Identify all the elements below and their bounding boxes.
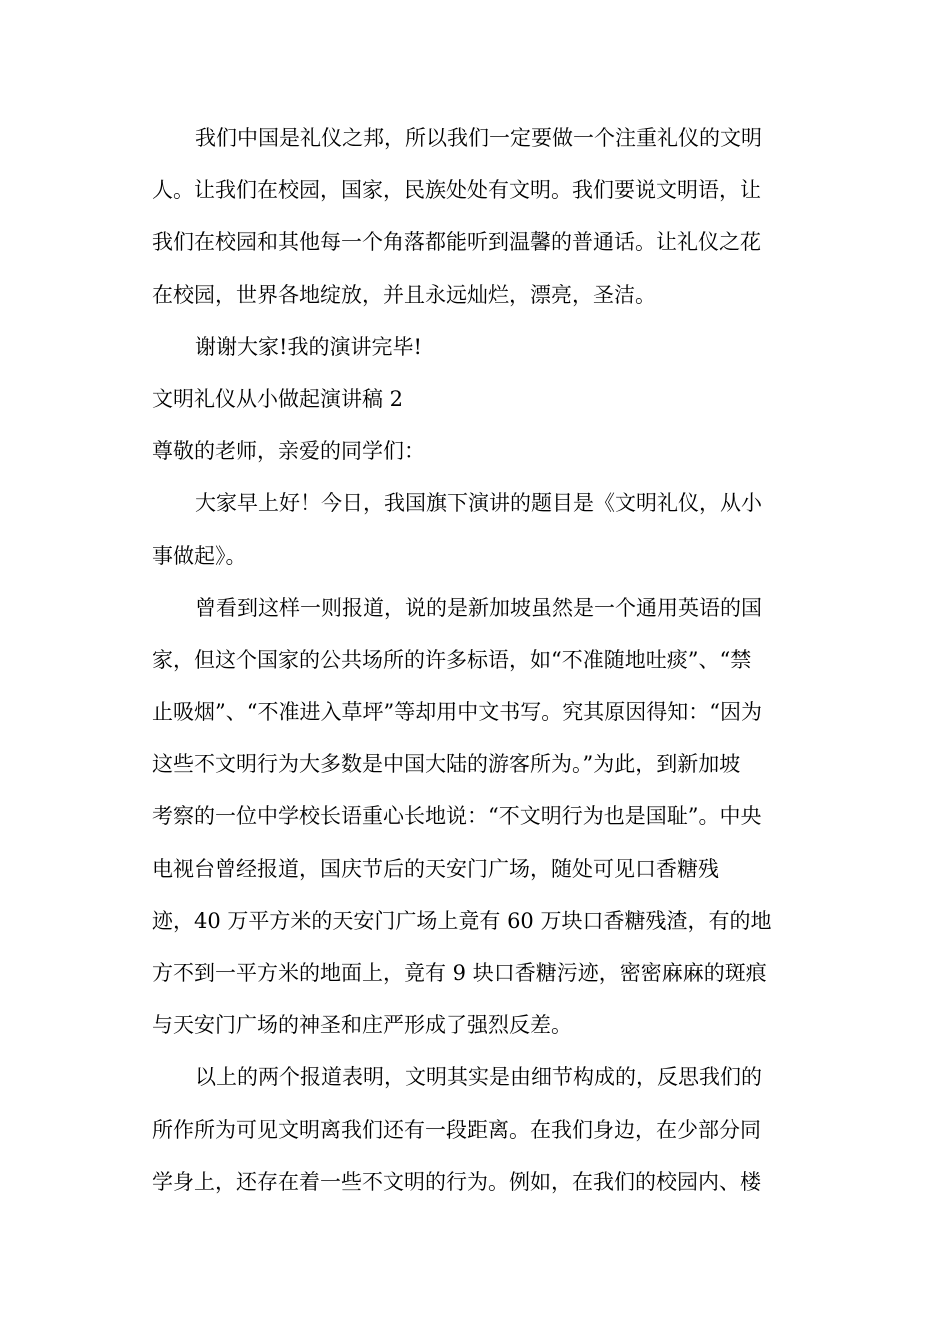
text-line: 在校园，世界各地绽放，并且永远灿烂，漂亮，圣洁。 [152, 282, 656, 307]
text-line: 止吸烟”、“不准进入草坪”等却用中文书写。究其原因得知：“因为 [152, 700, 762, 725]
text-line: 谢谢大家!我的演讲完毕! [195, 334, 422, 359]
document-body [152, 112, 800, 1208]
text-line: 考察的一位中学校长语重心长地说：“不文明行为也是国耻”。中央 [152, 804, 762, 829]
text-line: 大家早上好！今日，我国旗下演讲的题目是《文明礼仪，从小 [195, 491, 762, 516]
text-line: 以上的两个报道表明，文明其实是由细节构成的，反思我们的 [195, 1065, 762, 1090]
text-line: 家，但这个国家的公共场所的许多标语，如“不准随地吐痰”、“禁 [152, 647, 752, 672]
text-line: 尊敬的老师，亲爱的同学们： [152, 439, 425, 464]
text-line: 与天安门广场的神圣和庄严形成了强烈反差。 [152, 1013, 572, 1038]
text-line: 我们中国是礼仪之邦，所以我们一定要做一个注重礼仪的文明 [195, 126, 762, 150]
text-line: 人。让我们在校园，国家，民族处处有文明。我们要说文明语，让 [152, 178, 761, 203]
text-line: 我们在校园和其他每一个角落都能听到温馨的普通话。让礼仪之花 [152, 230, 761, 255]
text-line: 文明礼仪从小做起演讲稿 2 [152, 386, 404, 411]
text-line: 事做起》。 [152, 543, 247, 568]
text-line: 曾看到这样一则报道，说的是新加坡虽然是一个通用英语的国 [195, 595, 762, 620]
text-line: 电视台曾经报道，国庆节后的天安门广场，随处可见口香糖残 [152, 856, 719, 881]
text-line: 迹，40 万平方米的天安门广场上竟有 60 万块口香糖残渣，有的地 [152, 908, 772, 933]
text-line: 这些不文明行为大多数是中国大陆的游客所为。”为此，到新加坡 [152, 752, 741, 777]
text-line: 学身上，还存在着一些不文明的行为。例如，在我们的校园内、楼 [152, 1169, 761, 1194]
text-line: 方不到一平方米的地面上，竟有 9 块口香糖污迹，密密麻麻的斑痕 [152, 961, 767, 985]
text-line: 所作所为可见文明离我们还有一段距离。在我们身边，在少部分同 [152, 1117, 761, 1142]
